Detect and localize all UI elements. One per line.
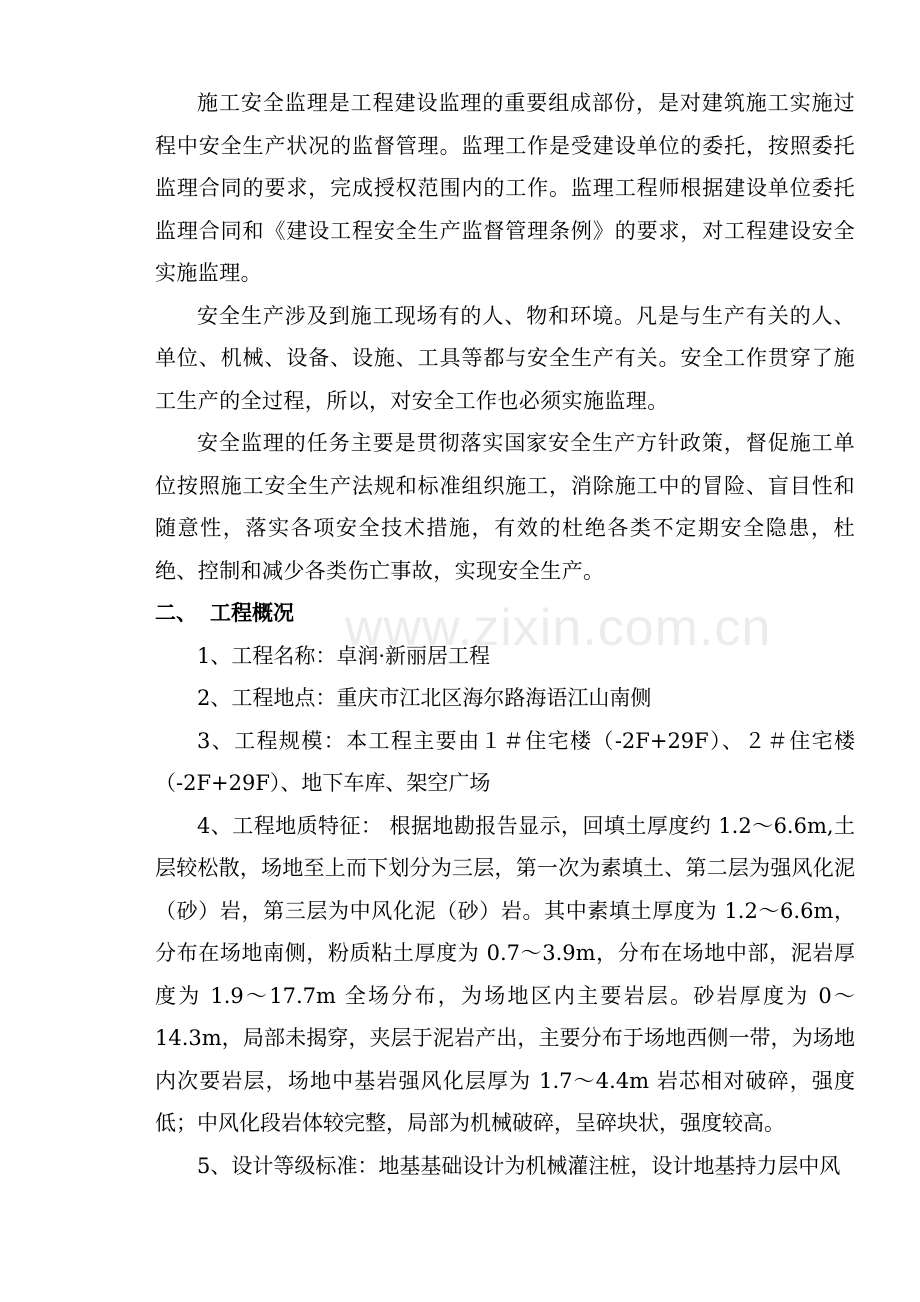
document-page (155, 82, 855, 1187)
item-project-location: 2、工程地点：重庆市江北区海尔路海语江山南侧 (197, 686, 652, 710)
item-geology-body: 根据地勘报告显示，回填土厚度约 1.2～6.6m,土层较松散，场地至上而下划分为三层，第一次为素填土、第二层为强风化泥（砂）岩，第三层为中风化泥（砂）岩。其中素填土厚度为 1.2～6.6m，分布在场地南侧，粉质粘土厚度为 0.7～3.9m，分布在场地中部，泥岩厚度为 1.9～17.7m 全场分布，为场地区内主要岩层。砂岩厚度为 0～14.3m，局部未揭穿，夹层于泥岩产出，主要分布于场地西侧一带，为场地内次要岩层，场地中基岩强风化层厚为 1.7～4.4m 岩芯相对破碎，强度低；中风化段岩体较完整，局部为机械破碎，呈碎块状，强度较高。 (155, 813, 855, 1135)
watermark-text: www.zixin.com.cn (345, 599, 772, 657)
section-title: 工程概况 (210, 601, 294, 625)
item-project-scale: 3、工程规模：本工程主要由１＃住宅楼（-2F+29F）、２＃住宅楼（-2F+29F）、地下车库、架空广场 (155, 728, 855, 795)
paragraph-supervision-intro: 施工安全监理是工程建设监理的重要组成部份，是对建筑施工实施过程中安全生产状况的监督管理。监理工作是受建设单位的委托，按照委托监理合同的要求，完成授权范围内的工作。监理工程师根据建设单位委托监理合同和《建设工程安全生产监督管理条例》的要求，对工程建设安全实施监理。 (155, 91, 855, 285)
paragraph-supervision-tasks: 安全监理的任务主要是贯彻落实国家安全生产方针政策，督促施工单位按照施工安全生产法规和标准组织施工，消除施工中的冒险、盲目性和随意性，落实各项安全技术措施，有效的杜绝各类不定期安全隐患，杜绝、控制和减少各类伤亡事故，实现安全生产。 (155, 431, 855, 583)
paragraph-safety-scope: 安全生产涉及到施工现场有的人、物和环境。凡是与生产有关的人、单位、机械、设备、设施、工具等都与安全生产有关。安全工作贯穿了施工生产的全过程，所以，对安全工作也必须实施监理。 (155, 303, 855, 413)
item-geology-label: 4、工程地质特征： (197, 813, 383, 838)
section-number: 二、 (155, 601, 197, 625)
item-design-standard: 5、设计等级标准：地基基础设计为机械灌注桩，设计地基持力层中风 (197, 1153, 841, 1178)
item-geology (155, 805, 855, 1145)
item-project-name: 1、工程名称：卓润·新丽居工程 (197, 643, 491, 668)
section-heading (155, 592, 855, 635)
